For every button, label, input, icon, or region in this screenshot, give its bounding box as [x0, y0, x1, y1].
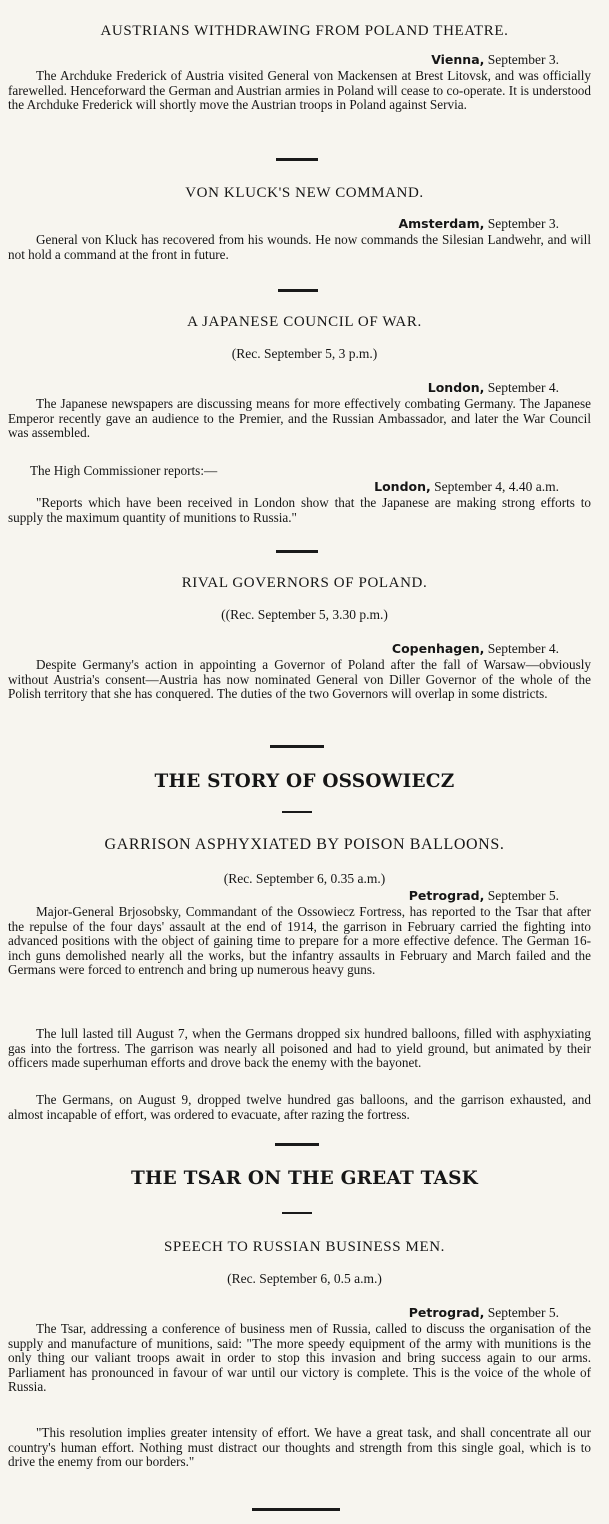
dateline-date: September 4.	[487, 641, 559, 656]
article-body: Major-General Brjosobsky, Commandant of the Ossowiecz Fortress, has reported to the Tsar that after the repulse of the four days' assault at the end of 1914, the garrison in February carried the fighting into advanced positions with the object of gaining time to prepare for a more effective defence. The German 16-inch guns demolished nearly all the works, but the infantry assaults in February and March failed and the Germans were forced to entrench and bring up numerous heavy guns.	[8, 904, 591, 978]
dateline-london	[0, 380, 609, 396]
dateline-date: September 5.	[487, 1305, 559, 1320]
divider	[276, 158, 318, 161]
received-note: (Rec. September 6, 0.5 a.m.)	[227, 1271, 382, 1286]
headline-japanese-council: A JAPANESE COUNCIL OF WAR.	[187, 314, 422, 330]
sub-intro: The High Commissioner reports:—	[30, 463, 218, 478]
divider	[278, 289, 318, 292]
title-tsar: THE TSAR ON THE GREAT TASK	[131, 1168, 478, 1189]
divider	[270, 745, 324, 748]
dateline-place: London,	[427, 380, 485, 395]
headline-rival-governors: RIVAL GOVERNORS OF POLAND.	[181, 575, 428, 591]
headline-von-kluck: VON KLUCK'S NEW COMMAND.	[185, 185, 424, 201]
article-body: The Japanese newspapers are discussing means for more effectively combating Germany. The Japanese Emperor recently gave an audience to the Premier, and the Russian Ambassador, and later the War Council was assembled.	[8, 396, 591, 441]
dateline-date: September 4.	[487, 380, 559, 395]
dateline-date: September 3.	[487, 52, 559, 67]
dateline-vienna	[0, 52, 609, 68]
article-body: The Tsar, addressing a conference of business men of Russia, called to discuss the organisation of the supply and manufacture of munitions, said: "The more speedy equipment of the army with munitions is the only thing our valiant troops await in order to stop this invasion and bring success again to our arms. Parliament has pronounced in favour of war until our victory is complete. This is the voice of the whole of Russia.	[8, 1321, 591, 1395]
received-note: (Rec. September 6, 0.35 a.m.)	[223, 871, 386, 886]
article-body-2: "Reports which have been received in London show that the Japanese are making strong efforts to supply the maximum quantity of munitions to Russia."	[8, 495, 591, 525]
received-note: (Rec. September 5, 3 p.m.)	[231, 346, 378, 361]
dateline-place: Petrograd,	[408, 888, 485, 903]
dateline-petrograd	[0, 1305, 609, 1321]
title-ossowiecz: THE STORY OF OSSOWIECZ	[154, 771, 455, 792]
dateline-amsterdam	[0, 216, 609, 232]
article-body-3: The Germans, on August 9, dropped twelve hundred gas balloons, and the garrison exhausted, and almost incapable of effort, was ordered to evacuate, after razing the fortress.	[8, 1092, 591, 1122]
article-body: Despite Germany's action in appointing a Governor of Poland after the fall of Warsaw—obviously without Austria's consent—Austria has now nominated General von Diller Governor of the whole of the Polish territory that she has conquered. The duties of the two Governors will overlap in some districts.	[8, 657, 591, 702]
article-body: The Archduke Frederick of Austria visited General von Mackensen at Brest Litovsk, and was officially farewelled. Henceforward the German and Austrian armies in Poland will cease to co-operate. It is understood the Archduke Frederick will shortly move the Austrian troops in Poland against Servia.	[8, 68, 591, 113]
dateline-place: Vienna,	[431, 52, 485, 67]
dateline-place: Copenhagen,	[391, 641, 485, 656]
article-body-2: The lull lasted till August 7, when the Germans dropped six hundred balloons, filled with asphyxiating gas into the fortress. The garrison was nearly all poisoned and had to yield ground, but animated by their officers made superhuman efforts and drove back the enemy with the bayonet.	[8, 1026, 591, 1071]
divider-end	[252, 1508, 340, 1511]
dateline-date: September 3.	[487, 216, 559, 231]
divider	[276, 550, 318, 553]
dateline-copenhagen	[0, 641, 609, 657]
divider	[275, 1143, 319, 1146]
received-note: ((Rec. September 5, 3.30 p.m.)	[221, 607, 388, 622]
dateline-place: Amsterdam,	[398, 216, 485, 231]
dateline-petrograd	[0, 888, 609, 904]
dateline-date: September 4, 4.40 a.m.	[434, 479, 559, 494]
article-body: General von Kluck has recovered from his wounds. He now commands the Silesian Landwehr, and will not hold a command at the front in future.	[8, 232, 591, 262]
divider-short	[282, 1212, 312, 1214]
dateline-london-2	[0, 479, 609, 495]
dateline-date: September 5.	[487, 888, 559, 903]
dateline-place: Petrograd,	[408, 1305, 485, 1320]
divider-short	[282, 811, 312, 813]
dateline-place: London,	[374, 479, 431, 494]
headline-garrison: GARRISON ASPHYXIATED BY POISON BALLOONS.	[104, 836, 505, 853]
article-body-2: "This resolution implies greater intensity of effort. We have a great task, and shall concentrate all our country's human effort. Nothing must distract our thoughts and strength from this single goal, which is to drive the enemy from our borders."	[8, 1425, 591, 1470]
headline-speech: SPEECH TO RUSSIAN BUSINESS MEN.	[163, 1239, 446, 1255]
headline-austrians: AUSTRIANS WITHDRAWING FROM POLAND THEATRE.	[100, 23, 509, 39]
